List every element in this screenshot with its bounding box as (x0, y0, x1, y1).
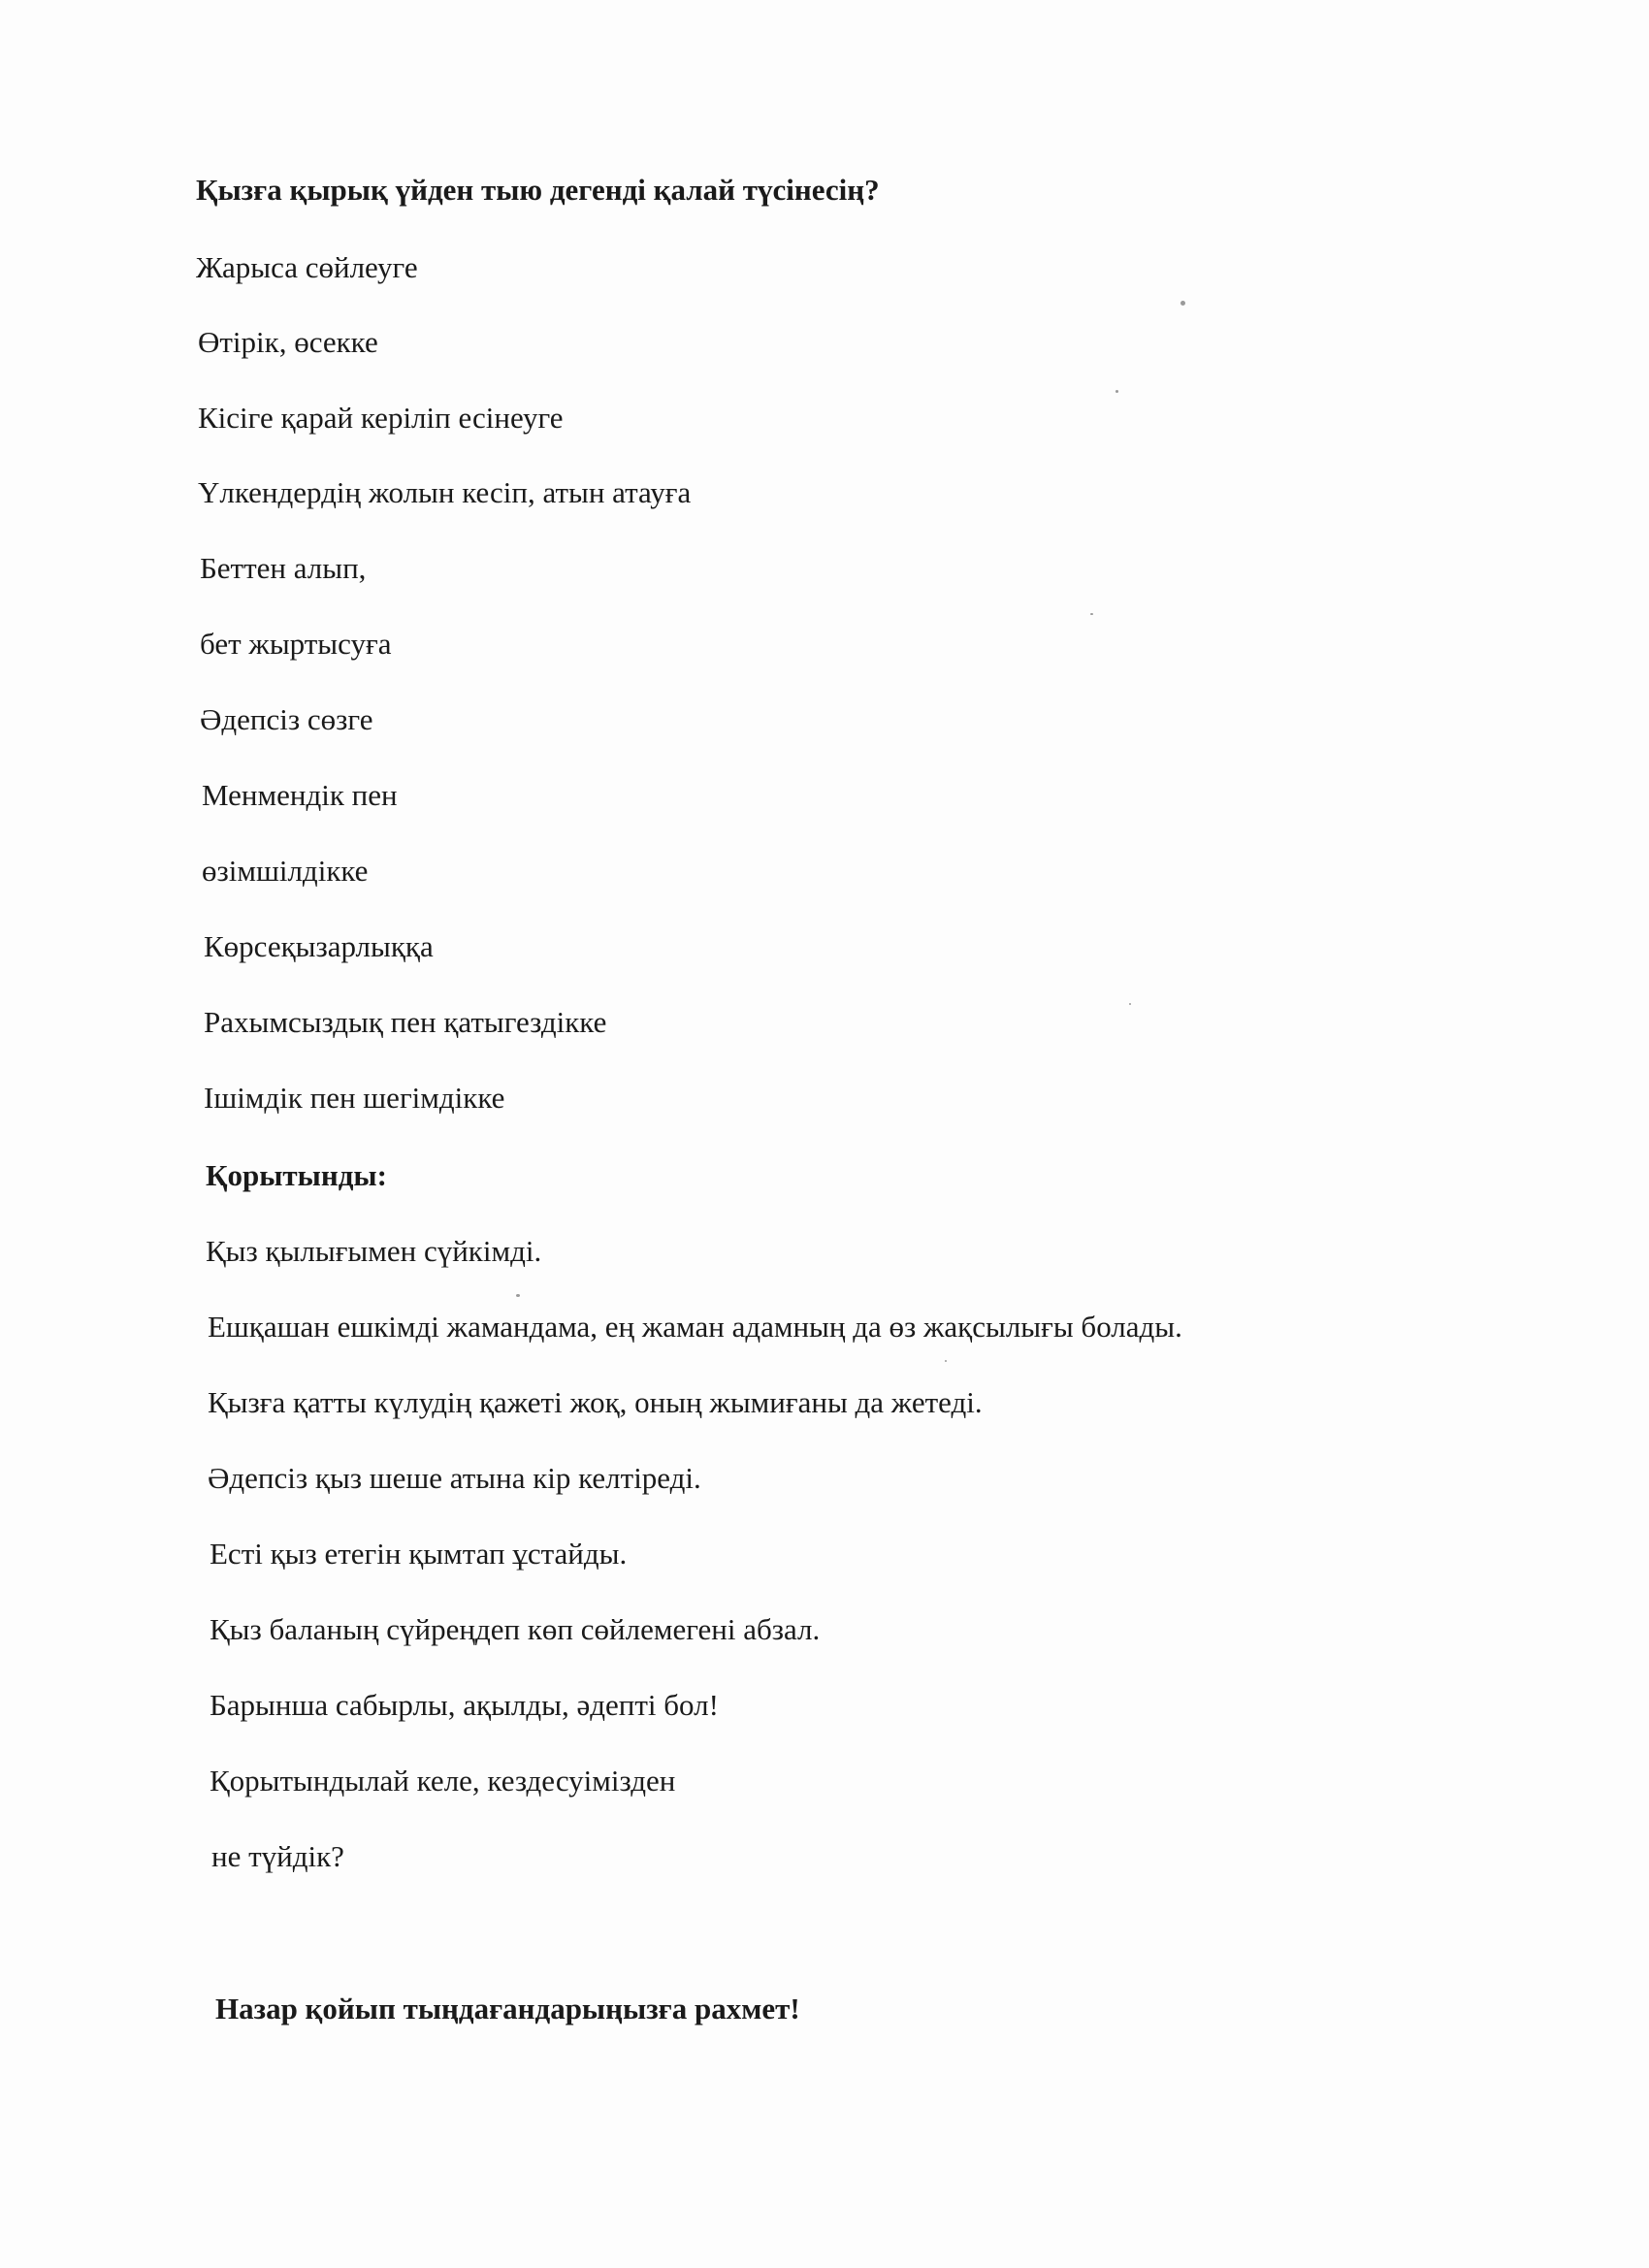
scan-speck (1090, 613, 1093, 615)
list-item: не түйдік? (211, 1839, 344, 1873)
list-item: бет жыртысуға (200, 627, 392, 661)
list-item: Ешқашан ешкімді жамандама, ең жаман адамның да өз жақсылығы болады. (208, 1310, 1182, 1344)
list-item: Қызға қатты күлудің қажеті жоқ, оның жымиғаны да жетеді. (208, 1385, 983, 1419)
list-item: Әдепсіз қыз шеше атына кір келтіреді. (208, 1461, 701, 1495)
list-item: Қыз қылығымен сүйкімді. (206, 1234, 542, 1268)
list-item: Қорытындылай келе, кездесуімізден (210, 1764, 676, 1798)
list-item: Рахымсыздық пен қатыгездікке (204, 1005, 607, 1039)
list-item: Есті қыз етегін қымтап ұстайды. (210, 1537, 628, 1571)
list-item: Менмендік пен (202, 778, 398, 812)
list-item: Беттен алып, (200, 551, 367, 585)
list-item: Қыз баланың сүйреңдеп көп сөйлемегені абзал. (210, 1612, 821, 1646)
list-item: Барынша сабырлы, ақылды, әдепті бол! (210, 1688, 719, 1722)
scan-speck (945, 1360, 947, 1362)
closing-thanks: Назар қойып тыңдағандарыңызға рахмет! (215, 1992, 800, 2025)
list-item: Әдепсіз сөзге (200, 702, 373, 736)
scan-speck (516, 1294, 520, 1297)
scan-speck (1129, 1003, 1131, 1005)
list-item: өзімшілдікке (202, 854, 369, 888)
list-item: Кісіге қарай керіліп есінеуге (198, 401, 564, 435)
list-item: Жарыса сөйлеуге (196, 250, 418, 284)
conclusion-heading: Қорытынды: (206, 1158, 387, 1192)
scan-speck (1180, 301, 1185, 306)
list-item: Көрсеқызарлыққа (204, 929, 434, 963)
list-item: Үлкендердің жолын кесіп, атын атауға (198, 475, 692, 509)
section-heading: Қызға қырық үйден тыю дегенді қалай түсінесің? (196, 173, 880, 207)
scan-speck (1116, 390, 1118, 393)
list-item: Ішімдік пен шегімдікке (204, 1081, 505, 1115)
list-item: Өтірік, өсекке (198, 325, 378, 359)
